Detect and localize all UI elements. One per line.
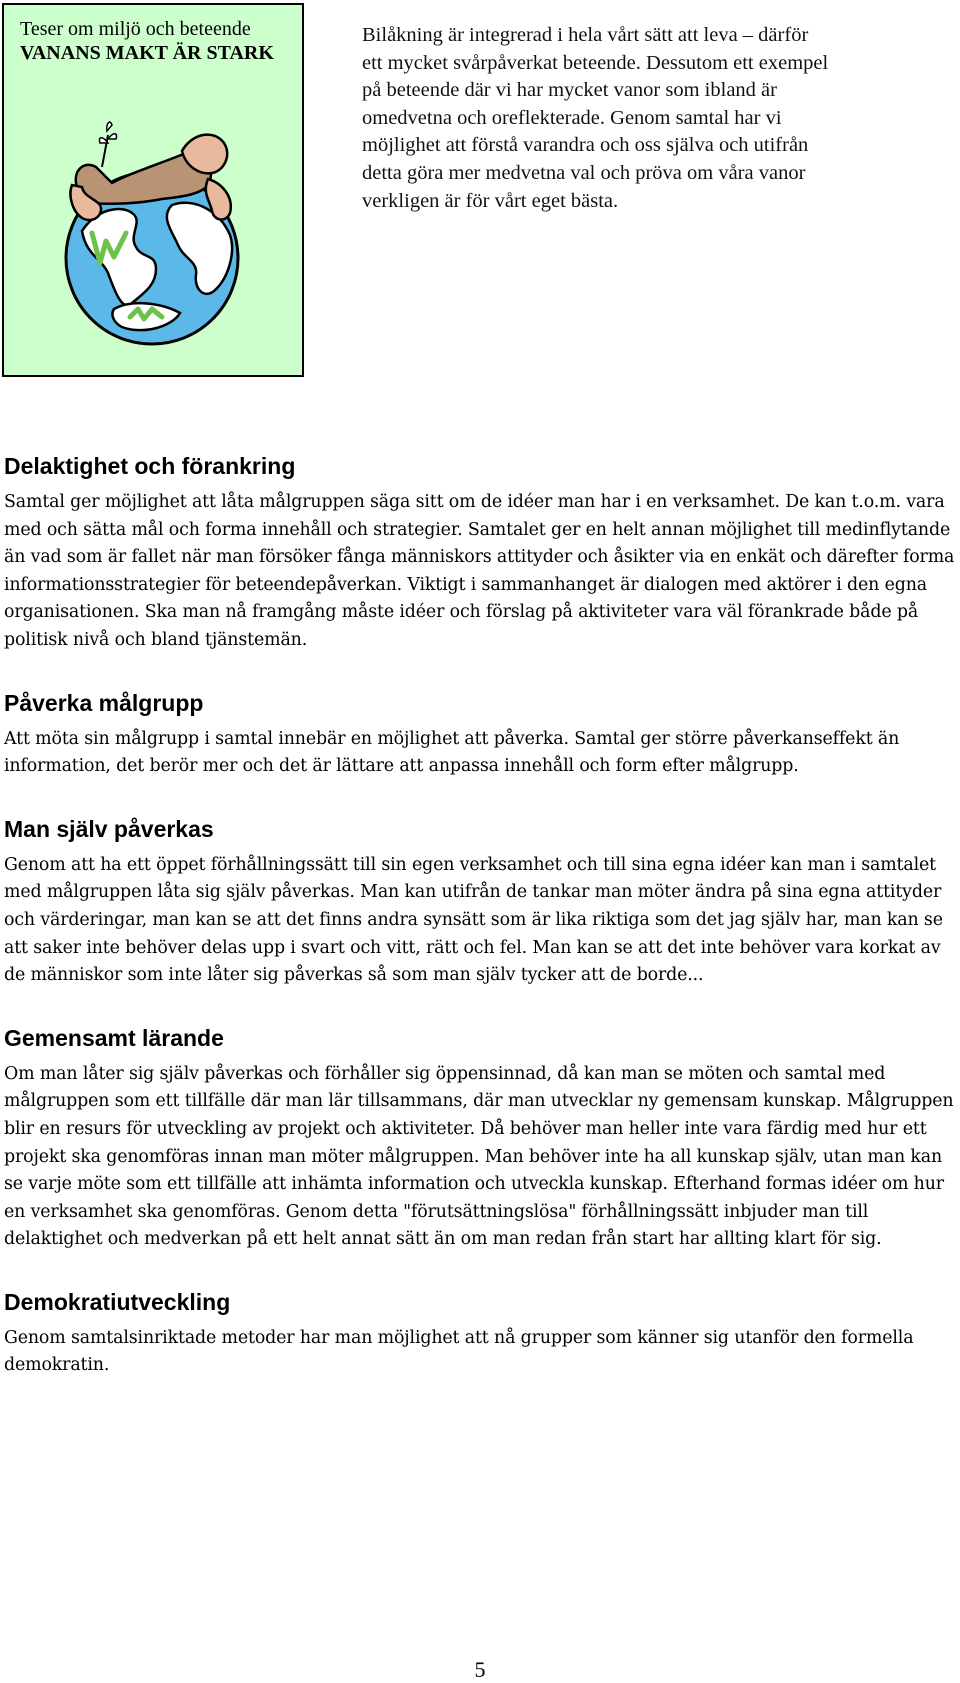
section-heading: Gemensamt lärande xyxy=(4,1024,224,1051)
section-body: Genom samtalsinriktade metoder har man möjlighet att nå grupper som känner sig utanför den formella demokratin. xyxy=(4,1327,914,1376)
page-number: 5 xyxy=(474,1657,486,1682)
section-heading: Demokratiutveckling xyxy=(4,1288,231,1315)
intro-text: Bilåkning är integrerad i hela vårt sätt att leva – därför ett mycket svårpåverkat beteende. Dessutom ett exempel på beteende där vi har mycket vanor som ibland är omedvetna och oreflekterade. Genom samtal har vi möjlighet att förstå varandra och oss själva och utifrån detta göra mer medvetna val och pröva om våra vanor verkligen är för vårt eget bästa. xyxy=(362,24,829,212)
main-content xyxy=(4,451,956,1413)
sidebox-title xyxy=(20,17,290,65)
section-body: Om man låter sig själv påverkas och förhåller sig öppensinnad, då kan man se möten och samtal med målgruppen som ett tillfälle där man lär tillsammans, där man utvecklar ny gemensam kunskap. Målgruppen blir en resurs för utveckling av projekt och aktiviteter. Då behöver man heller inte vara färdig med hur ett projekt ska genomföras innan man möter målgruppen. Man behöver inte ha all kunskap själv, utan man kan se varje möte som ett tillfälle att inhämta information och utveckla kunskap. Efterhand formas idéer om hur en verksamhet ska genomföras. Genom detta "förutsättningslösa" förhållningssätt inbjuder man till delaktighet och medverkan på ett helt annat sätt än om man redan från start har allting klart för sig. xyxy=(4,1063,954,1250)
section-demokratiutveckling xyxy=(4,1287,956,1380)
section-heading: Delaktighet och förankring xyxy=(4,453,296,479)
section-delaktighet xyxy=(4,451,956,655)
section-body: Samtal ger möjlighet att låta målgruppen säga sitt om de idéer man har i en verksamhet. De kan t.o.m. vara med och sätta mål och forma innehåll och strategier. Samtalet ger en helt annan möjlighet till medinflytande än vad som är fallet när man försöker fånga människors attityder och åsikter via en enkät och därefter forma informationsstrategier för beteendepåverkan. Viktigt i sammanhanget är dialogen med aktörer i den egna organisationen. Ska man nå framgång måste idéer och förslag på aktiviteter vara väl förankrade både på politisk nivå och bland tjänstemän. xyxy=(4,492,955,650)
section-paverka-malgrupp xyxy=(4,688,956,781)
sidebar-box xyxy=(2,3,304,377)
sidebox-title-line1: Teser om miljö och beteende xyxy=(20,18,251,40)
sidebox-title-line2: VANANS MAKT ÄR STARK xyxy=(20,42,274,64)
section-body: Att möta sin målgrupp i samtal innebär en möjlighet att påverka. Samtal ger större påverkanseffekt än information, det berör mer och det är lättare att anpassa innehåll och form efter målgrupp. xyxy=(4,728,900,777)
section-gemensamt-larande xyxy=(4,1023,956,1254)
section-heading: Man själv påverkas xyxy=(4,815,214,842)
globe-hug-illustration xyxy=(52,113,252,353)
section-heading: Påverka målgrupp xyxy=(4,689,204,716)
section-man-sjalv-paverkas xyxy=(4,814,956,990)
section-body: Genom att ha ett öppet förhållningssätt till sin egen verksamhet och till sina egna idéer kan man i samtalet med målgruppen låta sig själv påverkas. Man kan utifrån de tankar man möter ändra på sina egna attityder och värderingar, man kan se att det finns andra synsätt som är lika riktiga som det jag själv har, man kan se att saker inte behöver delas upp i svart och vitt, rätt och fel. Man kan se att det inte behöver vara korkat av de människor som inte låter sig påverkas så som man själv tycker att de borde... xyxy=(4,854,943,986)
